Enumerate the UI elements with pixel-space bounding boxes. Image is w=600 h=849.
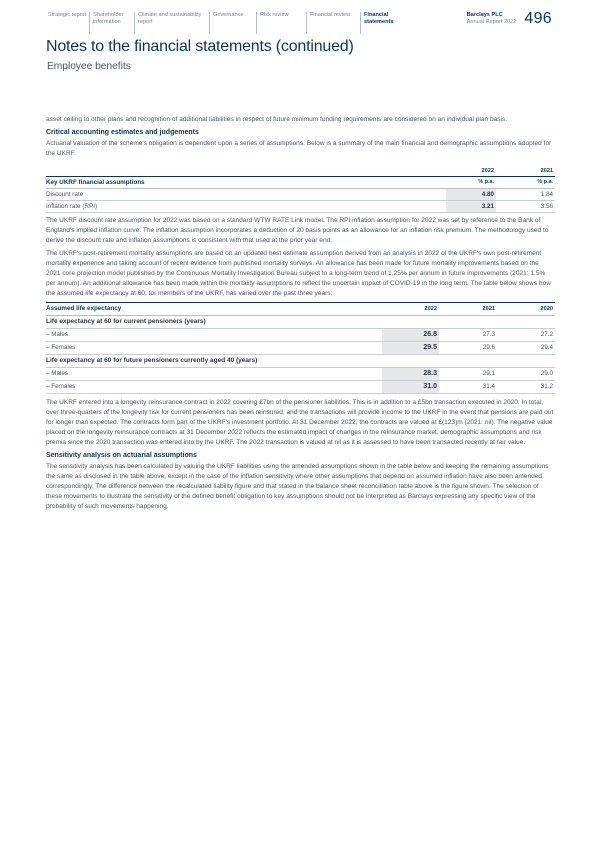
- table-row: [46, 367, 555, 380]
- discount-rate-paragraph: The UKRF discount rate assumption for 2022 was based on a standard WTW RATE:Link model. The RPI inflation assumption for 2022 was set by reference to the Bank of England's implied inflation curve. The inflation assumption incorporates a deduction of 20 basis points as an allowance for an inflation risk premium. The methodology used to derive the discount rate and inflation assumptions is consistent with that used at the prior year end.: [46, 216, 549, 244]
- table-row: [46, 328, 555, 341]
- value-2020: 31.2: [497, 380, 555, 393]
- row-label: – Females: [46, 380, 382, 393]
- value-2020: 29.0: [497, 367, 555, 380]
- page-title: Notes to the financial statements (continued): [46, 38, 354, 55]
- page-subtitle: Employee benefits: [47, 61, 131, 72]
- row-label: Discount rate: [46, 188, 446, 200]
- sensitivity-paragraph: The sensitivity analysis has been calculated by valuing the UKRF liabilities using the amended assumptions shown in the table below and keeping the remaining assumptions the same as disclosed in the table above, except in the case of the inflation sensitivity where other assumptions that depend on assumed inflation have also been amended correspondingly. The difference between the recalculated liability figure and that stated in the balance sheet reconciliation table above is the figure shown. The selection of these movements to illustrate the sensitivity of the defined benefit obligation to key assumptions should not be interpreted as Barclays expressing any specific view of the probability of such movements happening.: [46, 462, 549, 510]
- top-navigation: [48, 12, 552, 34]
- nav-shareholder-information[interactable]: Shareholder information: [89, 12, 134, 34]
- ukrf-assumptions-table: [46, 162, 555, 213]
- sensitivity-heading: Sensitivity analysis on actuarial assumptions: [46, 451, 197, 459]
- ukrf-table-header: Key UKRF financial assumptions: [46, 176, 446, 188]
- year-2020-header: 2020: [497, 302, 555, 315]
- year-2021-header: 2021: [540, 167, 553, 174]
- value-2021: 29.6: [439, 341, 497, 354]
- nav-climate-sustainability[interactable]: Climate and sustainability report: [134, 12, 209, 34]
- row-label: – Males: [46, 328, 382, 341]
- value-2021: 1.84: [496, 188, 555, 200]
- value-2021: 27.3: [439, 328, 497, 341]
- row-label: Inflation rate (RPI): [46, 200, 446, 212]
- header-brand-block: [467, 12, 552, 34]
- value-2022: 29.5: [382, 341, 439, 354]
- value-2020: 29.4: [497, 341, 555, 354]
- page-number: 496: [524, 10, 552, 27]
- table-row: [46, 380, 555, 393]
- value-2022: 4.80: [446, 188, 496, 200]
- section-current-pensioners: Life expectancy at 60 for current pensioners (years): [46, 315, 555, 328]
- longevity-paragraph: The UKRF entered into a longevity reinsurance contract in 2022 covering £7bn of the pensioner liabilities. This is in addition to a £5bn transaction executed in 2020. In total, over three-quarters of the longevity risk for current pensioners has been reinsured, and the transactions will provide income to the UKRF in the event that pensions are paid out for longer than expected. The contracts form part of the UKRF's investment portfolio. At 31 December 2022, the contracts are valued at £(123)m (2021: nil). The negative value placed on the longevity reinsurance contracts at 31 December 2022 reflects the estimated impact of changes in the reinsurance market, demographic assumptions and risk premia since the 2020 transaction was entered into by the UKRF. The 2022 transaction is valued at nil as it is assessed to have been transacted recently at fair value.: [46, 398, 554, 446]
- life-expectancy-table: [46, 302, 555, 394]
- mortality-paragraph: The UKRF's post-retirement mortality assumptions are based on an updated best estimate assumption derived from an analysis in 2022 of the UKRF's own post-retirement mortality experience and taking account of recent evidence from published mortality surveys. An allowance has been made for future mortality improvements based on the 2021 core projection model published by the Continuous Mortality Investigation Bureau subject to a long-term trend of 1.25% per annum in future improvements (2021: 1.5% per annum). An additional allowance has been made within the mortality assumptions to reflect the uncertain impact of COVID-19 in the long term. The table below shows how the assumed life expectancy at 60, for members of the UKRF, has varied over the past three years:: [46, 249, 551, 297]
- critical-estimates-heading: Critical accounting estimates and judgements: [46, 129, 199, 136]
- main-content: [46, 115, 555, 515]
- year-2021-header: 2021: [439, 302, 497, 315]
- brand-name: Barclays PLC: [466, 12, 503, 18]
- table-row: [46, 188, 555, 200]
- nav-strategic-report[interactable]: Strategic report: [48, 12, 87, 18]
- value-2022: 3.21: [446, 200, 496, 212]
- row-label: – Males: [46, 367, 382, 380]
- year-2022-header: 2022: [382, 302, 439, 315]
- year-2022-header: 2022: [481, 167, 494, 174]
- brand-label: [467, 12, 517, 26]
- table-row: [46, 341, 555, 354]
- nav-financial-review[interactable]: Financial review: [306, 12, 360, 34]
- life-table-header: Assumed life expectancy: [46, 302, 382, 315]
- row-label: – Females: [46, 341, 382, 354]
- value-2021: 3.56: [496, 200, 555, 212]
- section-future-pensioners: Life expectancy at 60 for future pensioners currently aged 40 (years): [46, 354, 555, 367]
- value-2022: 28.3: [382, 367, 439, 380]
- report-name: Annual Report 2022: [466, 19, 517, 26]
- unit-2022: % p.a.: [446, 176, 496, 188]
- value-2022: 31.0: [382, 380, 439, 393]
- value-2022: 26.8: [382, 328, 439, 341]
- nav-financial-statements[interactable]: Financial statements: [360, 12, 405, 34]
- critical-estimates-paragraph: Actuarial valuation of the scheme's obligation is dependent upon a series of assumptions. Below is a summary of the main financial and demographic assumptions adopted for the UKRF.: [46, 140, 552, 157]
- nav-risk-review[interactable]: Risk review: [256, 12, 306, 34]
- intro-paragraph: asset ceiling to other plans and recognition of additional liabilities in respect of future minimum funding requirements are considered on an individual plan basis.: [46, 116, 508, 123]
- value-2021: 29.1: [439, 367, 497, 380]
- unit-2021: % p.a.: [496, 176, 555, 188]
- value-2021: 31.4: [439, 380, 497, 393]
- table-row: [46, 200, 555, 212]
- nav-governance[interactable]: Governance: [209, 12, 256, 34]
- value-2020: 27.2: [497, 328, 555, 341]
